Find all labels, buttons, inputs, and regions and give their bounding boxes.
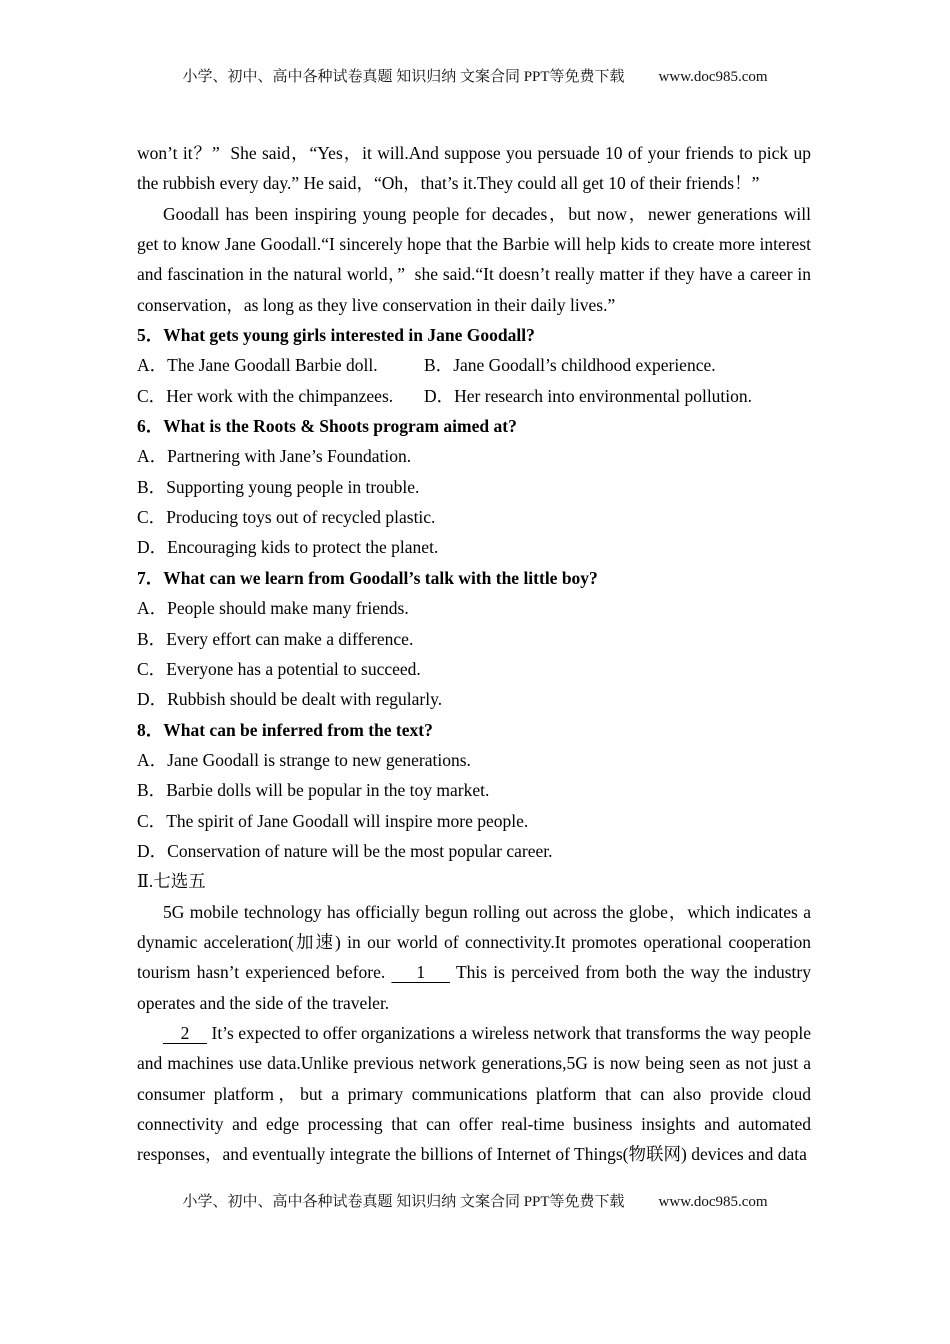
option-d <box>137 836 811 866</box>
option-text: Her work with the chimpanzees. <box>166 385 394 406</box>
option-label: B． <box>137 476 167 497</box>
option-c <box>137 502 811 532</box>
passage-paragraph-continued: won’t it？” She said，“Yes，it will.And suppose you persuade 10 of your friends to pick up the rubbish every day.” He said，“Oh，that’s it.They could all get 10 of their friends！” <box>137 143 811 194</box>
option-text: People should make many friends. <box>167 598 409 619</box>
question-stem <box>137 563 811 593</box>
question-stem <box>137 715 811 745</box>
question-stem <box>137 411 811 441</box>
option-label: B． <box>424 355 454 376</box>
option-text: Her research into environmental pollution. <box>454 385 753 406</box>
option-text: Every effort can make a difference. <box>166 628 414 649</box>
option-d <box>424 381 811 411</box>
question-stem-text: What can be inferred from the text? <box>163 719 433 740</box>
question-number: 8． <box>137 719 164 740</box>
footer-site-url: www.doc985.com <box>658 1194 768 1210</box>
option-text: Jane Goodall’s childhood experience. <box>453 355 716 376</box>
page-footer <box>0 1190 950 1211</box>
option-text: Everyone has a potential to succeed. <box>166 658 421 679</box>
text-segment: 5G mobile technology has officially begun rolling out across the globe，which indicates a dynamic acceleration(加速) in our world of connectivity.It promotes operational cooperation tourism hasn’t experienced before. <box>137 901 811 983</box>
option-label: A． <box>137 598 168 619</box>
option-text: The Jane Goodall Barbie doll. <box>167 355 378 376</box>
option-a <box>137 441 811 471</box>
option-b <box>137 775 811 805</box>
question-block-7 <box>137 563 811 715</box>
option-c <box>137 806 811 836</box>
question-number: 7． <box>137 567 164 588</box>
option-text: Partnering with Jane’s Foundation. <box>167 446 412 467</box>
cloze-paragraph-1 <box>137 897 811 1018</box>
option-b <box>424 350 811 380</box>
question-stem-text: What can we learn from Goodall’s talk with the little boy? <box>163 567 598 588</box>
section-heading: Ⅱ.七选五 <box>137 871 206 892</box>
question-block-8 <box>137 715 811 867</box>
option-text: Jane Goodall is strange to new generations. <box>167 749 471 770</box>
footer-slogan: 小学、初中、高中各种试卷真题 知识归纳 文案合同 PPT等免费下载 <box>182 1194 625 1210</box>
header-slogan: 小学、初中、高中各种试卷真题 知识归纳 文案合同 PPT等免费下载 <box>182 69 625 85</box>
option-a <box>137 350 424 380</box>
question-block-6 <box>137 411 811 563</box>
option-text: Producing toys out of recycled plastic. <box>166 507 436 528</box>
option-label: D． <box>137 840 168 861</box>
option-text: The spirit of Jane Goodall will inspire more people. <box>166 810 529 831</box>
cloze-blank: 1 <box>391 962 451 983</box>
option-b <box>137 624 811 654</box>
cloze-paragraph-2 <box>137 1018 811 1170</box>
option-label: C． <box>137 385 167 406</box>
option-text: Conservation of nature will be the most popular career. <box>167 840 553 861</box>
option-text: Encouraging kids to protect the planet. <box>167 537 439 558</box>
option-label: C． <box>137 658 167 679</box>
option-text: Rubbish should be dealt with regularly. <box>167 689 443 710</box>
header-site-url: www.doc985.com <box>658 69 768 85</box>
option-label: D． <box>137 689 168 710</box>
option-c <box>137 654 811 684</box>
question-block-5 <box>137 320 811 411</box>
page-header <box>0 65 950 86</box>
option-label: B． <box>137 628 167 649</box>
option-label: C． <box>137 810 167 831</box>
option-a <box>137 745 811 775</box>
option-label: D． <box>424 385 455 406</box>
question-stem-text: What gets young girls interested in Jane Goodall? <box>163 325 535 346</box>
question-stem <box>137 320 811 350</box>
option-label: B． <box>137 780 167 801</box>
option-label: A． <box>137 749 168 770</box>
question-number: 6． <box>137 416 164 437</box>
option-a <box>137 593 811 623</box>
option-label: D． <box>137 537 168 558</box>
option-text: Barbie dolls will be popular in the toy market. <box>166 780 490 801</box>
option-text: Supporting young people in trouble. <box>166 476 420 497</box>
cloze-blank: 2 <box>163 1022 208 1043</box>
option-label: A． <box>137 446 168 467</box>
option-d <box>137 684 811 714</box>
text-segment: This is perceived from both the way the industry operates and the side of the traveler. <box>137 962 811 1013</box>
option-c <box>137 381 424 411</box>
option-label: C． <box>137 507 167 528</box>
question-options <box>137 350 811 411</box>
option-label: A． <box>137 355 168 376</box>
passage-paragraph: Goodall has been inspiring young people for decades，but now，newer generations will get to know Jane Goodall.“I sincerely hope that the Barbie will help kids to create more interest and fascination in the natural world，” she said.“It doesn’t really matter if they have a career in conservation，as long as they live conservation in their daily lives.” <box>137 203 811 315</box>
text-segment: It’s expected to offer organizations a wireless network that transforms the way people and machines use data.Unlike previous network generations,5G is now being seen as not just a consumer platform，but a primary communications platform that can also provide cloud connectivity and edge processing that can offer real-time business insights and automated responses，and eventually integrate the billions of Internet of Things(物联网) devices and data <box>137 1022 812 1165</box>
question-stem-text: What is the Roots & Shoots program aimed at? <box>163 416 517 437</box>
document-body <box>137 138 811 1170</box>
question-number: 5． <box>137 325 164 346</box>
option-d <box>137 532 811 562</box>
option-b <box>137 472 811 502</box>
